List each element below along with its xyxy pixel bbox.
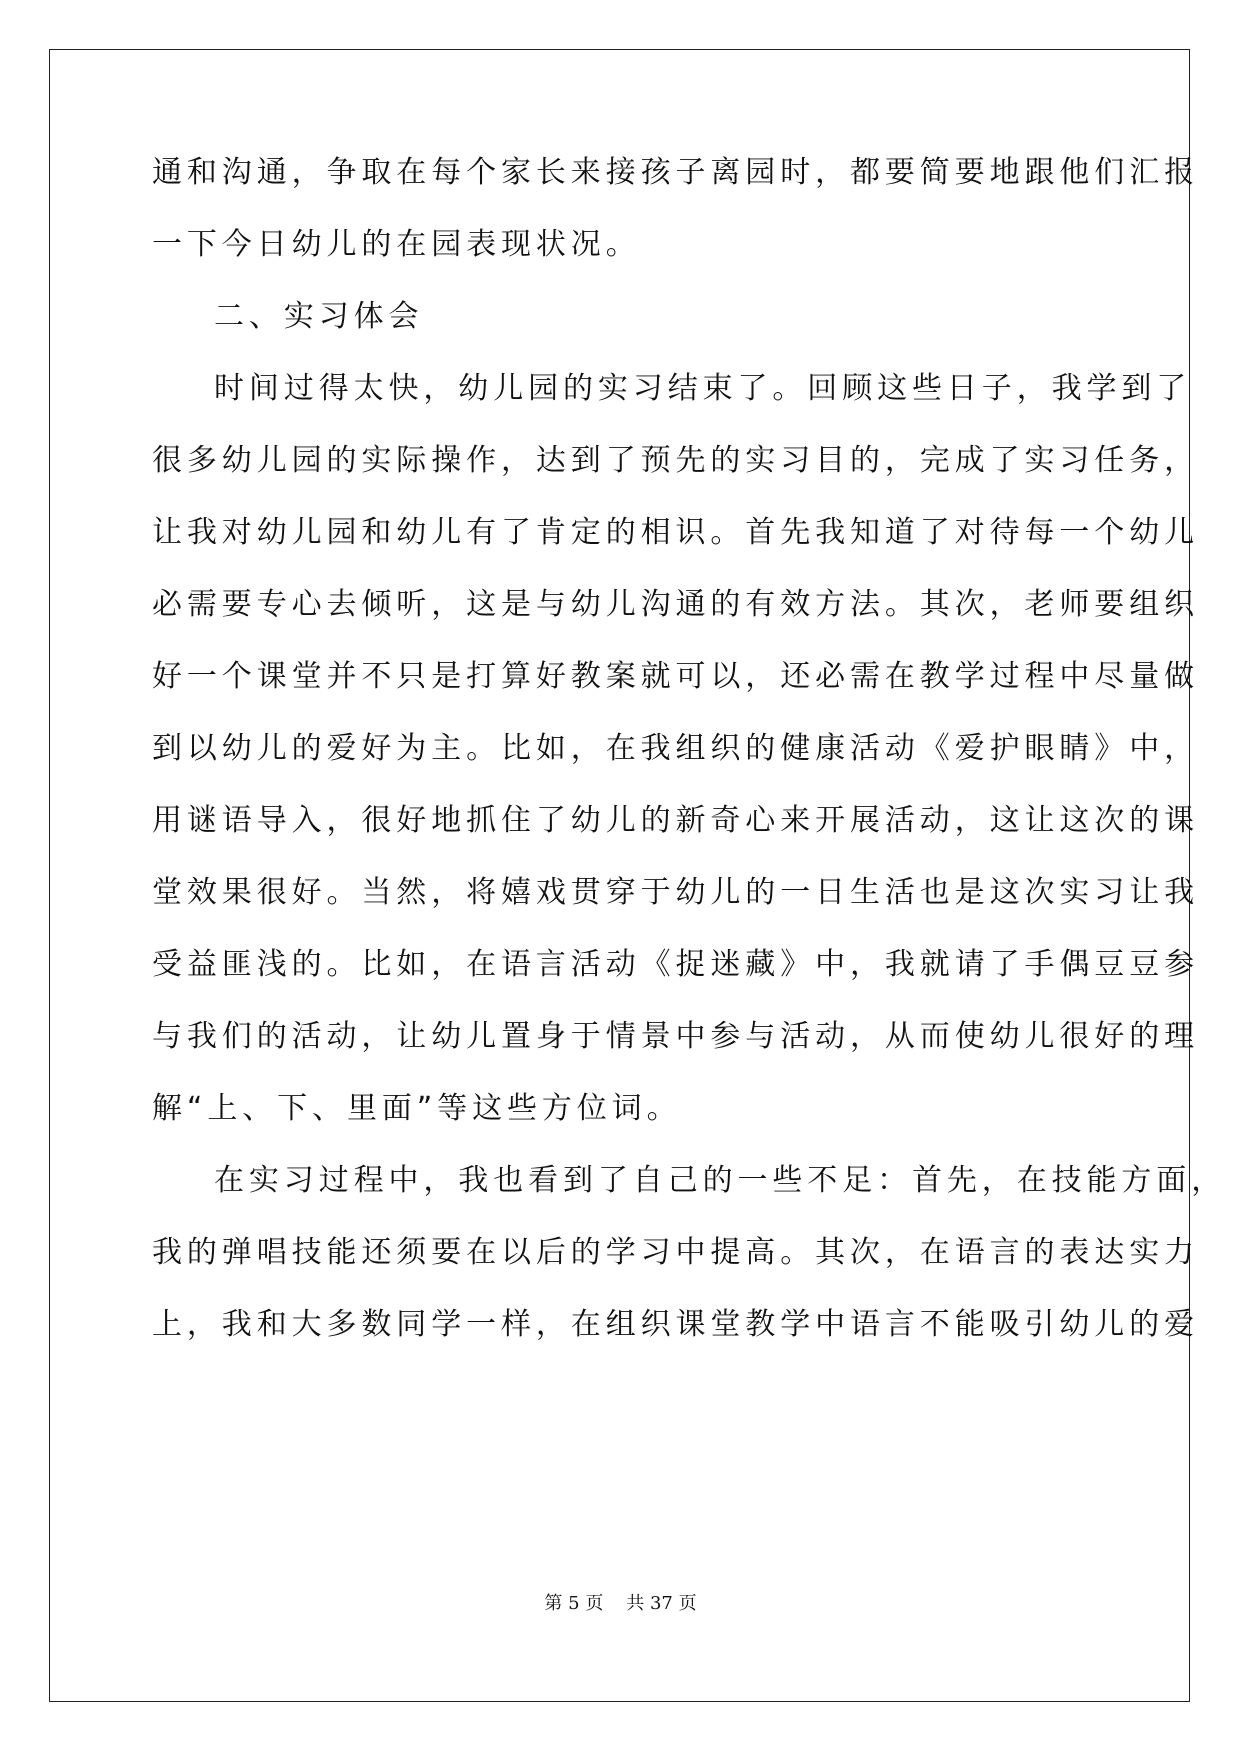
text-line: 解“上、下、里面”等这些方位词。 [152,1091,682,1126]
text-line: 通和沟通，争取在每个家长来接孩子离园时，都要简要地跟他们汇报 [152,155,1199,190]
text-line: 到以幼儿的爱好为主。比如，在我组织的健康活动《爱护眼睛》中， [152,731,1199,766]
text-line: 好一个课堂并不只是打算好教案就可以，还必需在教学过程中尽量做 [152,659,1199,694]
text-line: 我的弹唱技能还须要在以后的学习中提高。其次，在语言的表达实力 [152,1235,1199,1270]
total-pages: 共 37 页 [626,1593,697,1614]
text-line: 上，我和大多数同学一样，在组织课堂教学中语言不能吸引幼儿的爱 [152,1307,1199,1342]
text-line: 让我对幼儿园和幼儿有了肯定的相识。首先我知道了对待每一个幼儿 [152,515,1199,550]
section-heading: 二、实习体会 [214,299,424,334]
text-line: 在实习过程中，我也看到了自己的一些不足：首先，在技能方面， [214,1163,1227,1198]
text-line: 堂效果很好。当然，将嬉戏贯穿于幼儿的一日生活也是这次实习让我 [152,875,1199,910]
text-line: 受益匪浅的。比如，在语言活动《捉迷藏》中，我就请了手偶豆豆参 [152,947,1199,982]
page-footer [0,1592,1241,1616]
text-line: 一下今日幼儿的在园表现状况。 [152,227,641,262]
text-line: 很多幼儿园的实际操作，达到了预先的实习目的，完成了实习任务， [152,443,1199,478]
text-line: 时间过得太快，幼儿园的实习结束了。回顾这些日子，我学到了 [214,371,1192,406]
text-line: 必需要专心去倾听，这是与幼儿沟通的有效方法。其次，老师要组织 [152,587,1199,622]
page-number: 第 5 页 [544,1593,604,1614]
text-line: 用谜语导入，很好地抓住了幼儿的新奇心来开展活动，这让这次的课 [152,803,1199,838]
text-line: 与我们的活动，让幼儿置身于情景中参与活动，从而使幼儿很好的理 [152,1019,1199,1054]
